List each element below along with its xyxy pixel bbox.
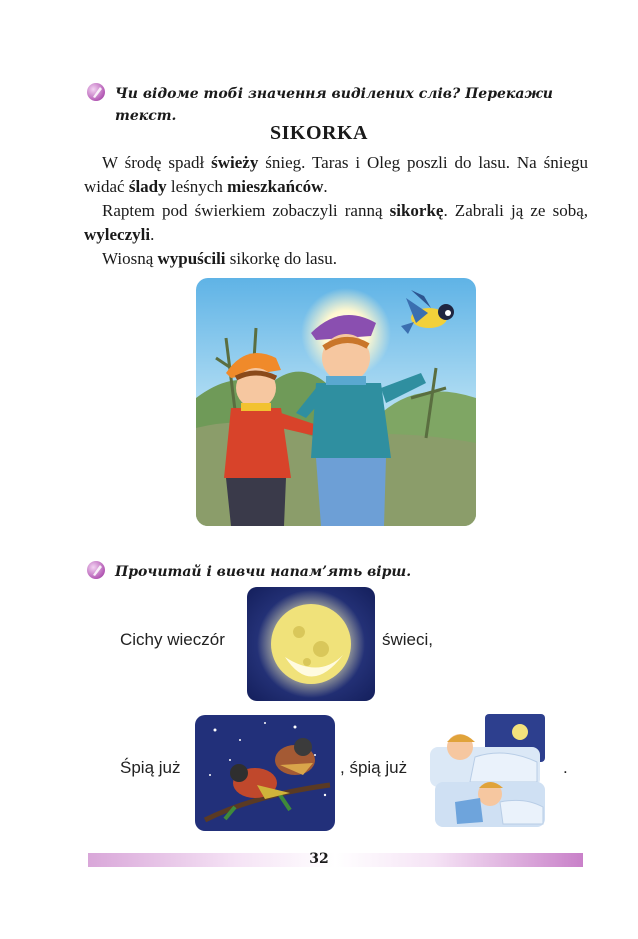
highlighted-word: sikorkę	[389, 201, 444, 220]
highlighted-word: wyleczyli	[84, 225, 151, 244]
sleeping-birds-picture	[195, 715, 335, 831]
highlighted-word: mieszkańców	[227, 177, 324, 196]
boys-with-bird-illustration	[196, 278, 476, 526]
poem-line-1-start: Cichy wieczór	[120, 630, 225, 649]
story-title: SIKORKA	[270, 122, 368, 144]
text-run: Wiosną	[102, 249, 158, 268]
text-run: Raptem pod świerkiem zobaczyli ranną	[102, 201, 390, 220]
text-run: leśnych	[166, 177, 228, 196]
text-run: .	[150, 225, 155, 244]
text-run: . Zabrali ją ze sobą,	[443, 201, 588, 220]
story-paragraph-2	[84, 199, 588, 247]
moon-picture	[247, 587, 375, 701]
poem-line-2-start: Śpią już	[120, 758, 181, 777]
sleeping-children-picture	[425, 712, 550, 830]
highlighted-word: świeży	[211, 153, 259, 172]
story-paragraph-1	[84, 151, 588, 199]
text-run: śnieg. Taras i Oleg poszli do lasu. Na śniegu widać	[84, 153, 588, 196]
text-run: W środę spadł	[102, 153, 212, 172]
text-run: sikorkę do lasu.	[225, 249, 337, 268]
text-run: .	[323, 177, 328, 196]
poem-line-2-end: .	[563, 758, 568, 777]
page-number: 32	[309, 851, 329, 867]
highlighted-word: ślady	[128, 177, 167, 196]
poem-line-1-end: świeci,	[382, 630, 434, 649]
task-instruction-2	[95, 561, 575, 583]
highlighted-word: wypuścili	[157, 249, 226, 268]
story-paragraph-3	[84, 247, 588, 271]
pencil-bullet-icon	[87, 561, 105, 579]
poem-line-2-mid: , śpią już	[340, 758, 408, 777]
task-1-text: Чи відоме тобі значення виділених слів? Перекажи текст.	[115, 86, 553, 124]
task-2-text: Прочитай і вивчи напам’ять вірш.	[115, 564, 412, 580]
task-instruction-1	[95, 83, 575, 127]
pencil-bullet-icon	[87, 83, 105, 101]
